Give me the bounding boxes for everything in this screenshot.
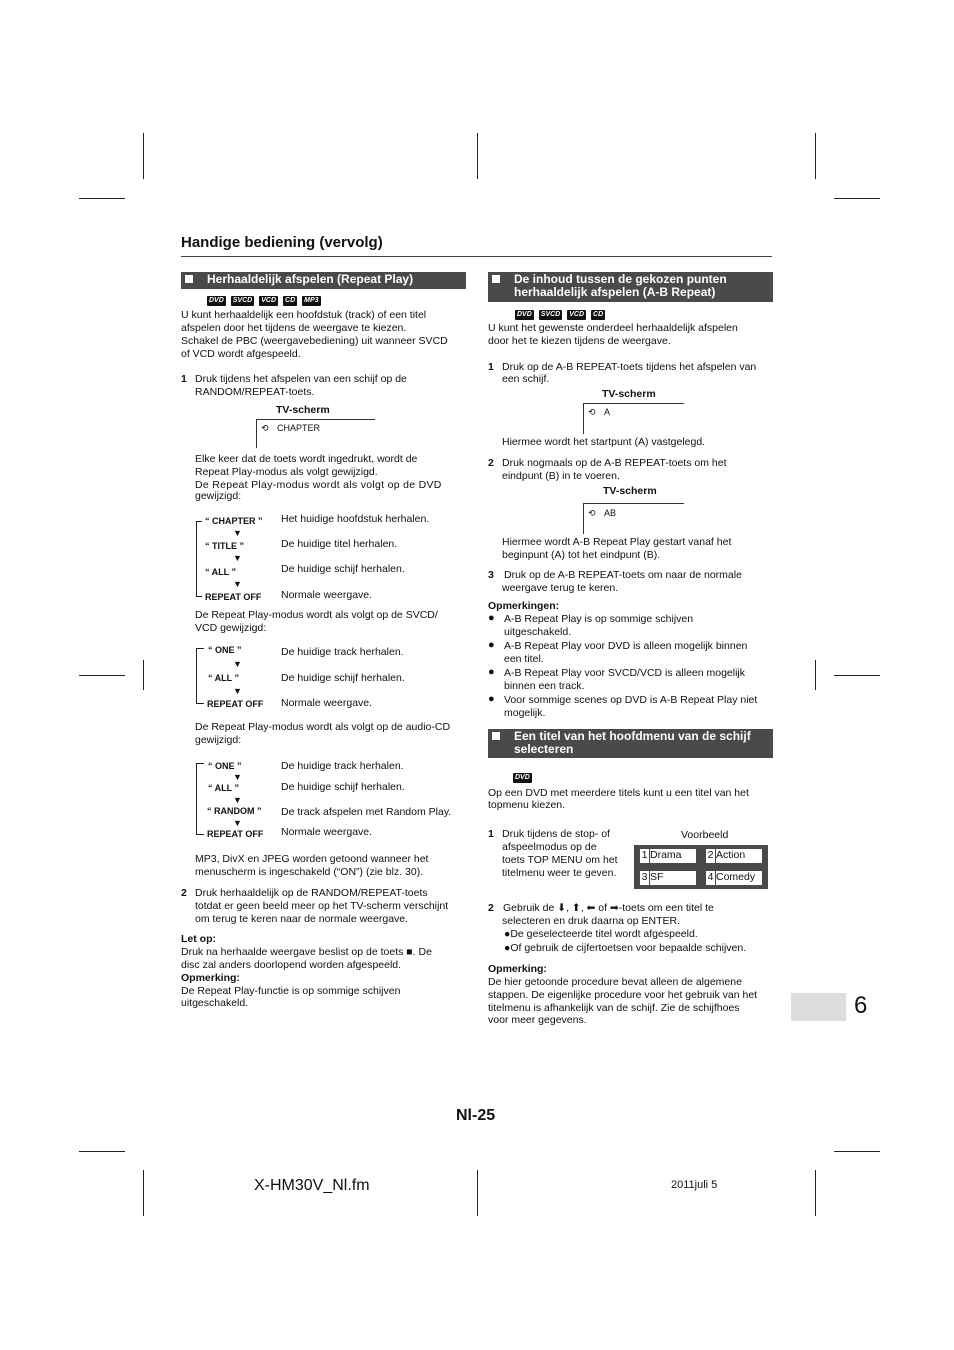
repeat-mode: “ ONE ” [208, 761, 242, 771]
menu-number: 3 [641, 871, 648, 883]
disc-badge: VCD [261, 297, 277, 304]
crop-mark [834, 198, 880, 199]
flow-line [196, 648, 204, 649]
mode-description: De huidige track herhalen. [281, 760, 404, 772]
crop-mark [143, 133, 144, 179]
mode-description: De track afspelen met Random Play. [281, 806, 452, 818]
menu-item: SF [650, 871, 696, 885]
crop-mark [477, 1170, 478, 1216]
tv-screen-text: AB [604, 508, 617, 518]
step-text: RANDOM/REPEAT-toets. [195, 386, 315, 398]
menu-number: 4 [707, 871, 714, 883]
mode-description: De huidige track herhalen. [281, 646, 404, 658]
menu-number: 2 [707, 849, 714, 861]
repeat-mode: REPEAT OFF [207, 829, 264, 839]
note-text: uitgeschakeld. [181, 997, 249, 1009]
note-text: A-B Repeat Play voor DVD is alleen mogelijk binnen [504, 640, 748, 652]
disc-badge: DVD [517, 311, 532, 318]
remark-text: voor meer gegevens. [488, 1014, 587, 1026]
body-text: menuscherm is ingeschakeld (“ON”) (zie blz. 30). [195, 866, 424, 878]
mode-description: De huidige schijf herhalen. [281, 563, 405, 575]
body-text: De Repeat Play-modus wordt als volgt op de DVD [195, 479, 442, 491]
body-text: De Repeat Play-modus wordt als volgt op de audio-CD [195, 721, 451, 733]
body-text: gewijzigd: [195, 734, 242, 746]
flow-line [196, 763, 204, 764]
remark-text: titelmenu is afhankelijk van de schijf. Zie de schijfhoes [488, 1002, 740, 1014]
disc-badge: SVCD [540, 311, 561, 318]
section-heading-title-menu: Een titel van het hoofdmenu van de schijf selecteren [488, 729, 773, 758]
note-text: binnen een track. [504, 680, 585, 692]
crop-mark [143, 1170, 144, 1216]
disc-badge: MP3 [304, 297, 319, 304]
step-text: Druk op de A-B REPEAT-toets tijdens het afspelen van [502, 361, 757, 373]
flow-line [196, 521, 202, 522]
intro-text: Schakel de PBC (weergavebediening) uit wanneer SVCD [181, 335, 448, 347]
flow-line [196, 834, 204, 835]
repeat-mode: “ ALL ” [205, 567, 236, 577]
flow-line [196, 596, 202, 597]
step-text: Druk tijdens het afspelen van een schijf op de [195, 373, 407, 385]
mode-description: De huidige schijf herhalen. [281, 781, 405, 793]
step-text: Gebruik de ⬇, ⬆, ⬅ of ➡-toets om een titel te [503, 902, 714, 914]
mode-description: De huidige titel herhalen. [281, 538, 398, 550]
flow-line [196, 521, 197, 597]
page-number: Nl-25 [456, 1107, 496, 1124]
footer-date: 2011juli 5 [671, 1179, 718, 1191]
crop-mark [815, 1170, 816, 1216]
bullet-icon: ● [488, 666, 495, 678]
note-text: uitgeschakeld. [504, 626, 572, 638]
bullet-icon: ● [488, 693, 495, 705]
intro-text: afspelen door het tijdens de weergave te kiezen. [181, 322, 407, 334]
footer-filename: X-HM30V_Nl.fm [254, 1177, 370, 1194]
chapter-tab [791, 993, 846, 1021]
step-text: Druk herhaaldelijk op de RANDOM/REPEAT-toets [195, 887, 428, 899]
menu-item: Action [716, 849, 762, 863]
heading-square-icon [492, 732, 500, 740]
crop-mark [815, 133, 816, 179]
down-arrow-icon: ▼ [233, 795, 242, 805]
down-arrow-icon: ▼ [233, 659, 242, 669]
body-text: VCD gewijzigd: [195, 622, 267, 634]
step-text: om terug te keren naar de normale weergave. [195, 913, 409, 925]
body-text: beginpunt (A) tot het eindpunt (B). [502, 549, 661, 561]
caution-text: disc zal anders doorlopend worden afgespeeld. [181, 959, 402, 971]
note-title: Opmerking: [181, 972, 240, 984]
intro-text: U kunt herhaaldelijk een hoofdstuk (track) of een titel [181, 309, 427, 321]
body-text: De Repeat Play-modus wordt als volgt op de SVCD/ [195, 609, 438, 621]
disc-badges [515, 310, 605, 320]
repeat-mode: “ RANDOM ” [207, 806, 262, 816]
step-text: een schijf. [502, 373, 550, 385]
down-arrow-icon: ▼ [233, 528, 242, 538]
heading-square-icon [492, 275, 500, 283]
disc-badge: DVD [209, 297, 224, 304]
caution-title: Let op: [181, 933, 216, 945]
note-text: een titel. [504, 653, 544, 665]
repeat-icon: ⟲ [588, 508, 596, 518]
step-text: weergave terug te keren. [502, 582, 619, 594]
section-heading-ab-repeat: De inhoud tussen de gekozen punten herhaaldelijk afspelen (A-B Repeat) [488, 272, 773, 302]
down-arrow-icon: ▼ [233, 686, 242, 696]
menu-item: Drama [650, 849, 696, 863]
body-text: Hiermee wordt het startpunt (A) vastgelegd. [502, 436, 706, 448]
intro-text: Op een DVD met meerdere titels kunt u een titel van het [488, 787, 749, 799]
step-text: eindpunt (B) in te voeren. [502, 470, 620, 482]
step-text: ●Of gebruik de cijfertoetsen voor bepaalde schijven. [504, 942, 747, 954]
repeat-mode: “ ALL ” [208, 673, 239, 683]
tv-screen-label: TV-scherm [603, 485, 657, 497]
bullet-icon: ● [488, 612, 495, 624]
disc-badges [207, 296, 321, 306]
step-text: titelmenu weer te geven. [502, 867, 617, 879]
step-text: ●De geselecteerde titel wordt afgespeeld. [504, 928, 698, 940]
remark-title: Opmerking: [488, 963, 547, 975]
step-text: afspeelmodus op de [502, 841, 597, 853]
notes-title: Opmerkingen: [488, 600, 560, 612]
chapter-number: 6 [854, 992, 868, 1019]
note-text: Voor sommige scenes op DVD is A-B Repeat Play niet [504, 694, 758, 706]
flow-line [196, 648, 197, 703]
crop-mark [834, 675, 880, 676]
note-text: De Repeat Play-functie is op sommige schijven [181, 985, 401, 997]
step-text: Druk nogmaals op de A-B REPEAT-toets om het [502, 457, 727, 469]
crop-mark [79, 198, 125, 199]
step-number: 3 [488, 569, 494, 581]
mode-description: Normale weergave. [281, 697, 373, 709]
step-text: toets TOP MENU om het [502, 854, 618, 866]
mode-description: Normale weergave. [281, 589, 373, 601]
disc-badges [513, 773, 532, 783]
tv-screen [256, 419, 375, 448]
body-text: Elke keer dat de toets wordt ingedrukt, wordt de [195, 453, 418, 465]
tv-screen [583, 403, 684, 434]
disc-badge: CD [593, 311, 604, 318]
down-arrow-icon: ▼ [233, 579, 242, 589]
tv-screen-label: TV-scherm [276, 404, 330, 416]
repeat-mode: “ ONE ” [208, 645, 242, 655]
down-arrow-icon: ▼ [233, 772, 242, 782]
repeat-mode: REPEAT OFF [205, 592, 262, 602]
remark-text: stappen. De eigenlijke procedure voor het gebruik van het [488, 989, 758, 1001]
mode-description: Het huidige hoofdstuk herhalen. [281, 513, 430, 525]
flow-line [196, 763, 197, 835]
intro-text: topmenu kiezen. [488, 799, 566, 811]
down-arrow-icon: ▼ [233, 553, 242, 563]
step-number: 2 [181, 887, 187, 899]
step-number: 2 [488, 457, 494, 469]
mode-description: De huidige schijf herhalen. [281, 672, 405, 684]
repeat-mode: “ CHAPTER ” [205, 516, 263, 526]
note-text: mogelijk. [504, 707, 546, 719]
note-text: A-B Repeat Play voor SVCD/VCD is alleen mogelijk [504, 667, 746, 679]
body-text: Hiermee wordt A-B Repeat Play gestart vanaf het [502, 536, 732, 548]
remark-text: De hier getoonde procedure bevat alleen de algemene [488, 976, 742, 988]
repeat-mode: REPEAT OFF [207, 699, 264, 709]
bullet-icon: ● [488, 639, 495, 651]
heading-square-icon [185, 275, 193, 283]
example-label: Voorbeeld [681, 829, 729, 841]
section-heading-repeat: Herhaaldelijk afspelen (Repeat Play) [181, 272, 466, 289]
repeat-mode: “ ALL ” [208, 783, 239, 793]
disc-badge: DVD [515, 774, 530, 781]
body-text: MP3, DivX en JPEG worden getoond wanneer het [195, 853, 429, 865]
page-title: Handige bediening (vervolg) [181, 234, 383, 251]
step-number: 1 [488, 361, 494, 373]
intro-text: door het te kiezen tijdens de weergave. [488, 335, 671, 347]
tv-screen-label: TV-scherm [602, 388, 656, 400]
body-text: gewijzigd: [195, 490, 242, 502]
tv-screen-text: A [604, 407, 611, 417]
crop-mark [834, 1151, 880, 1152]
step-text: totdat er geen beeld meer op het TV-scherm verschijnt [195, 900, 449, 912]
down-arrow-icon: ▼ [233, 818, 242, 828]
crop-mark [79, 1151, 125, 1152]
menu-number: 1 [641, 849, 648, 861]
step-text: Druk op de A-B REPEAT-toets om naar de normale [504, 569, 742, 581]
crop-mark [79, 675, 125, 676]
repeat-icon: ⟲ [588, 407, 596, 417]
tv-screen-text: CHAPTER [277, 423, 321, 433]
disc-badge: CD [285, 297, 296, 304]
repeat-mode: “ TITLE ” [205, 541, 244, 551]
crop-mark [143, 660, 144, 690]
mode-description: Normale weergave. [281, 826, 373, 838]
tv-screen [583, 503, 684, 534]
caution-text: Druk na herhaalde weergave beslist op de toets ■. De [181, 946, 432, 958]
title-menu-example [634, 845, 768, 889]
step-text: Druk tijdens de stop- of [502, 828, 610, 840]
flow-line [196, 703, 204, 704]
step-number: 1 [181, 373, 187, 385]
body-text: Repeat Play-modus als volgt gewijzigd. [195, 466, 378, 478]
menu-item: Comedy [716, 871, 762, 885]
repeat-icon: ⟲ [261, 423, 269, 433]
step-text: selecteren en druk daarna op ENTER. [502, 915, 681, 927]
disc-badge: VCD [569, 311, 585, 318]
note-text: A-B Repeat Play is op sommige schijven [504, 613, 694, 625]
intro-text: of VCD wordt afgespeeld. [181, 348, 301, 360]
step-number: 1 [488, 828, 494, 840]
disc-badge: SVCD [232, 297, 253, 304]
crop-mark [477, 133, 478, 179]
step-number: 2 [488, 902, 494, 914]
title-rule [181, 256, 772, 257]
crop-mark [815, 660, 816, 690]
intro-text: U kunt het gewenste onderdeel herhaaldelijk afspelen [488, 322, 738, 334]
